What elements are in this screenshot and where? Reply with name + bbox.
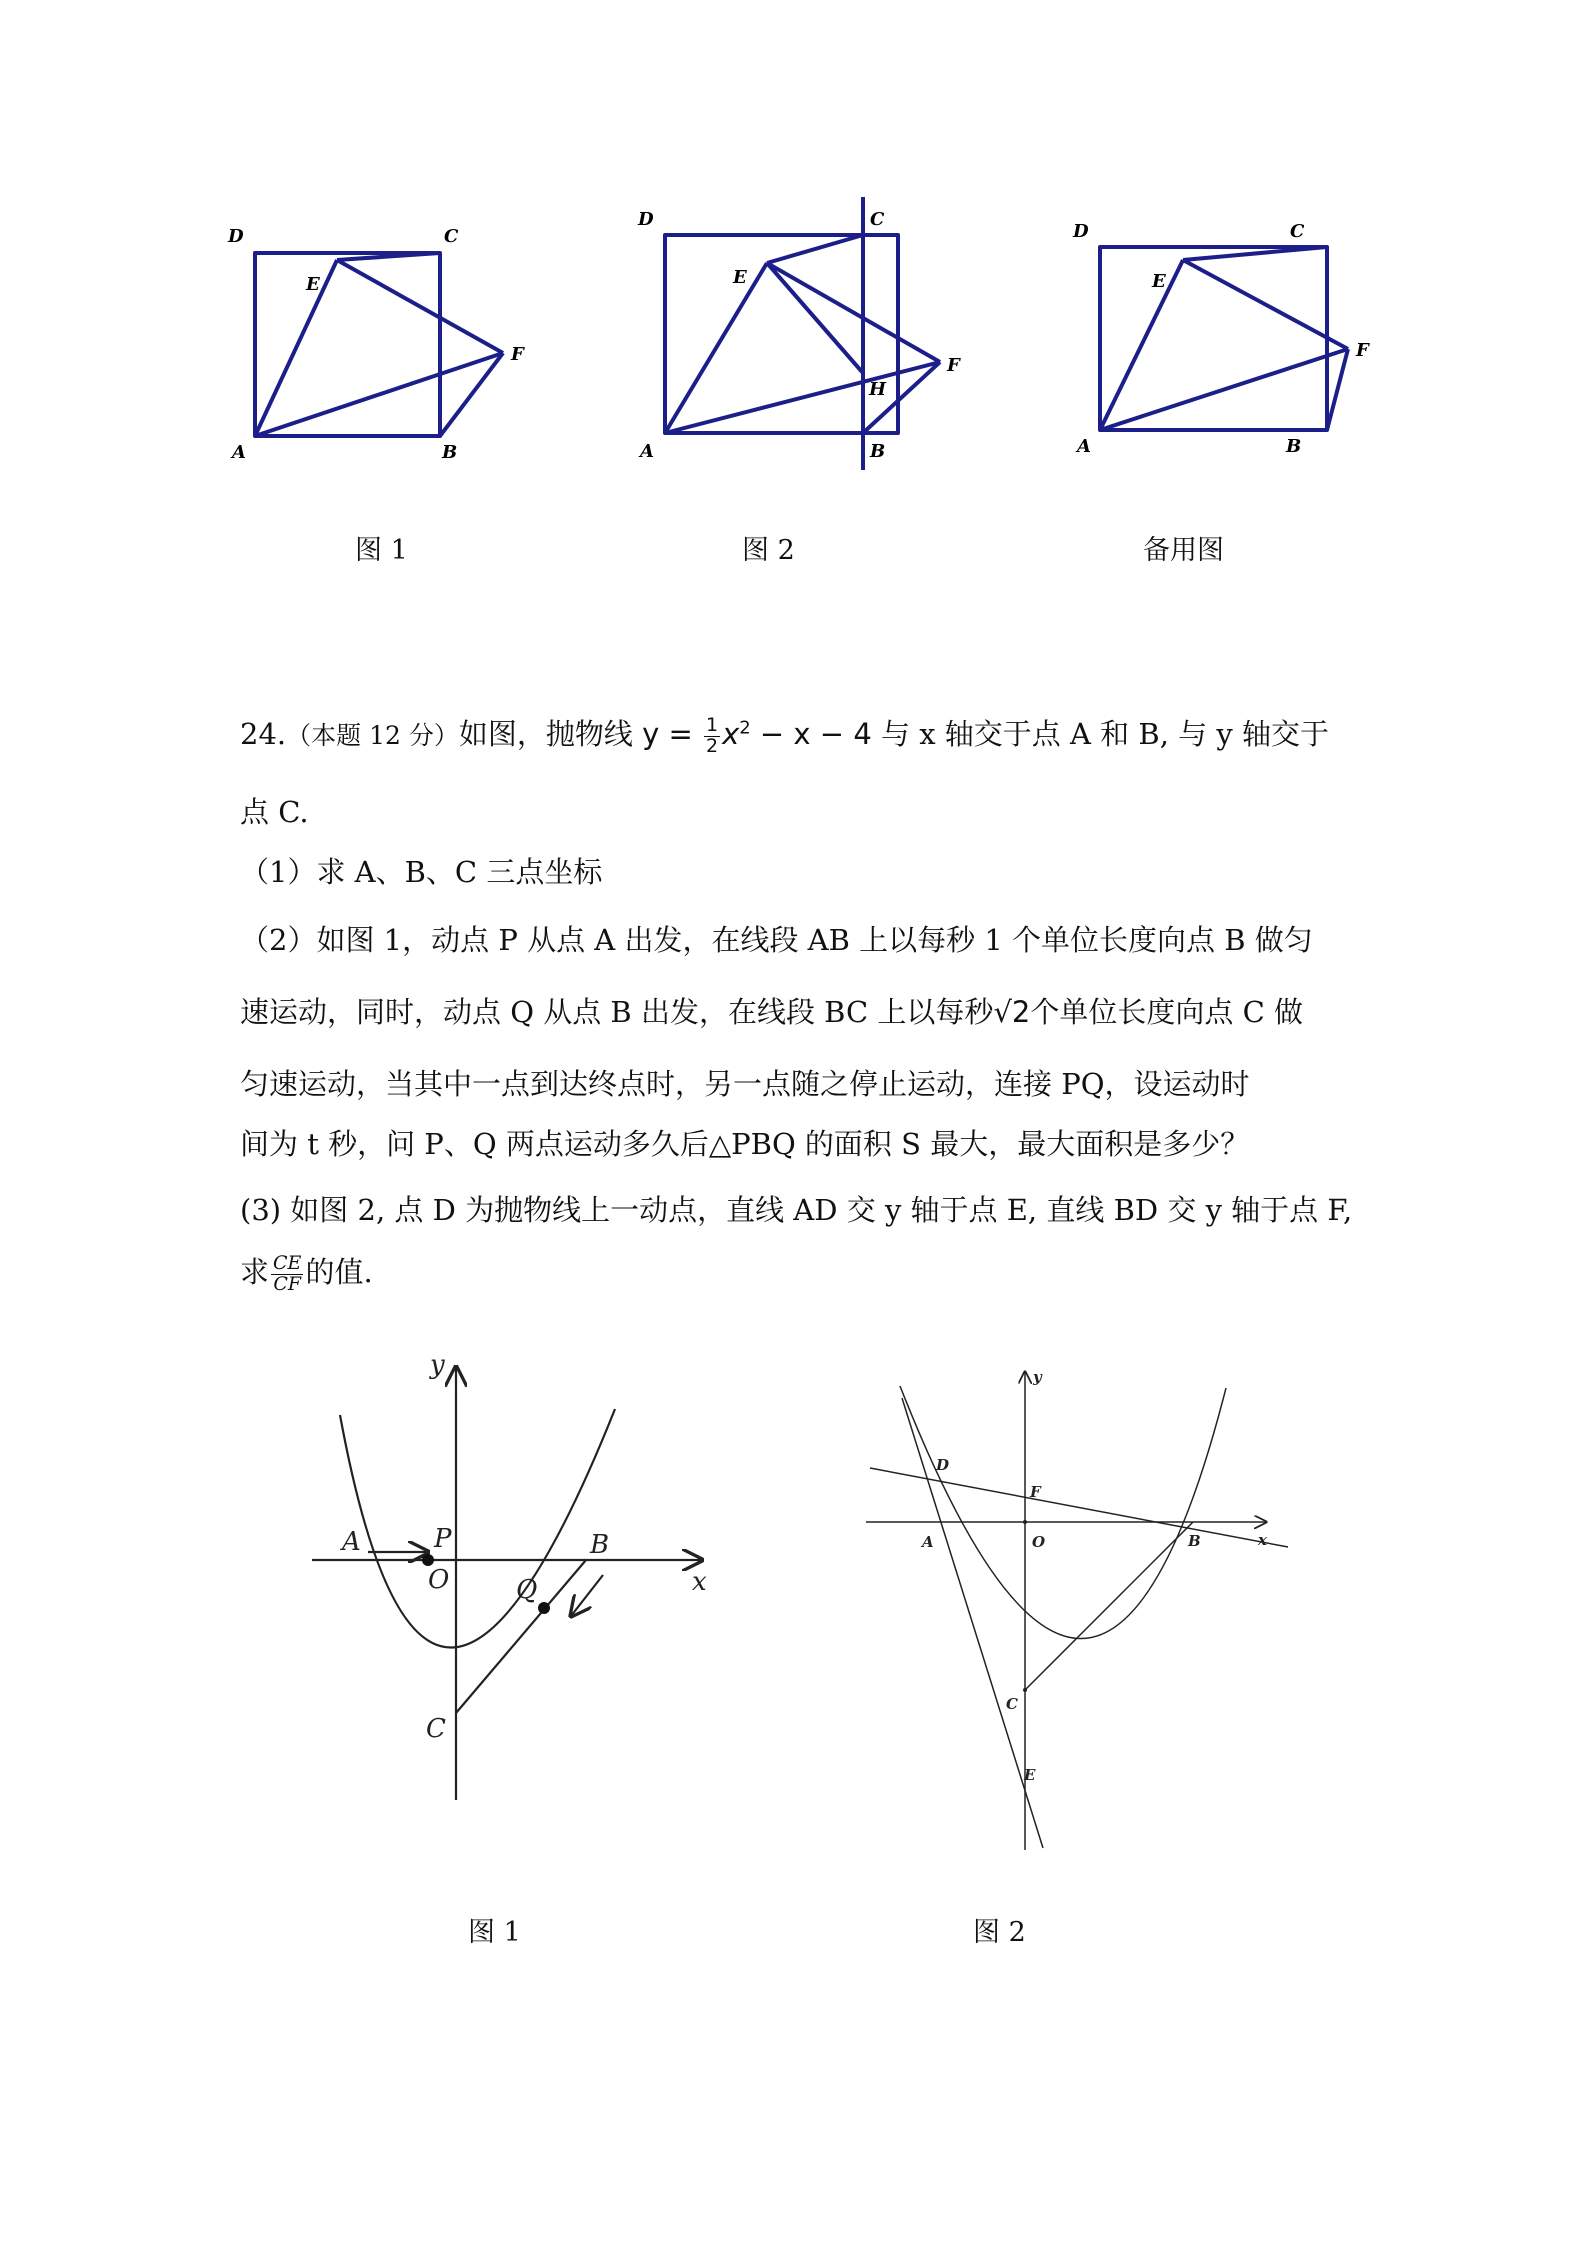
- label-b: B: [590, 1530, 610, 1560]
- label-c: C: [426, 1714, 446, 1744]
- equation: [642, 713, 872, 757]
- equation-rest: − x − 4: [750, 717, 872, 751]
- label-p: P: [434, 1524, 452, 1554]
- label-h: H: [869, 379, 887, 400]
- label-f: F: [947, 355, 960, 376]
- part1-text: （1）求 A、B、C 三点坐标: [240, 855, 603, 889]
- label-b: B: [870, 441, 886, 462]
- label-d: D: [638, 209, 654, 230]
- label-f: F: [511, 344, 524, 365]
- part2-line2: [240, 990, 1303, 1031]
- problem-score: （本题 12 分）: [286, 721, 459, 750]
- fraction-denominator: 2: [705, 734, 719, 757]
- label-a: A: [1077, 436, 1091, 457]
- part3-line1: (3) 如图 2, 点 D 为抛物线上一动点，直线 AD 交 y 轴于点 E, 直线 BD 交 y 轴于点 F,: [240, 1193, 1353, 1227]
- label-d: D: [936, 1456, 950, 1474]
- label-f: F: [1356, 340, 1369, 361]
- part2-line3: 匀速运动，当其中一点到达终点时，另一点随之停止运动，连接 PQ，设运动时: [240, 1067, 1250, 1101]
- label-f: F: [1030, 1483, 1041, 1501]
- label-d: D: [228, 226, 244, 247]
- axis-label-y: y: [1033, 1368, 1042, 1386]
- axis-label-x: x: [692, 1567, 707, 1597]
- part2-line4: 间为 t 秒，问 P、Q 两点运动多久后△PBQ 的面积 S 最大，最大面积是多少？: [240, 1127, 1250, 1161]
- problem-intro-line2: 点 C.: [240, 795, 309, 829]
- intro-after: 与 x 轴交于点 A 和 B, 与 y 轴交于: [871, 717, 1329, 751]
- label-b: B: [1188, 1532, 1201, 1550]
- problem-number: 24.: [240, 717, 287, 751]
- label-c: C: [444, 226, 459, 247]
- label-e: E: [306, 274, 320, 295]
- caption-bottom-fig1: 图 1: [468, 1917, 521, 1948]
- fraction-numerator: 1: [705, 713, 719, 736]
- fraction-half: [704, 713, 720, 757]
- axis-label-y: y: [430, 1350, 445, 1380]
- label-a: A: [342, 1527, 361, 1557]
- label-e: E: [1152, 271, 1166, 292]
- parabola-figure-1: [300, 1345, 720, 1815]
- parabola-figure-2: [860, 1360, 1300, 1860]
- equation-exponent: 2: [739, 717, 751, 739]
- part3-line2: [240, 1250, 373, 1294]
- square-figure-2: [630, 195, 1000, 480]
- part3-after: 的值.: [305, 1255, 373, 1289]
- caption-top-fig1: 图 1: [355, 535, 408, 566]
- square-figure-1: [220, 220, 540, 470]
- problem-intro-line1: [240, 712, 1329, 756]
- part2-line2-before: 速运动，同时，动点 Q 从点 B 出发，在线段 BC 上以每秒: [240, 995, 994, 1029]
- label-c: C: [1006, 1695, 1018, 1713]
- intro-before: 如图，抛物线: [458, 717, 643, 751]
- caption-top-fig2: 图 2: [742, 535, 795, 566]
- label-e: E: [733, 267, 747, 288]
- label-b: B: [1286, 436, 1302, 457]
- label-a: A: [232, 442, 246, 463]
- label-o: O: [428, 1565, 450, 1595]
- part3-before: 求: [240, 1255, 270, 1289]
- sqrt-two: √2: [993, 995, 1031, 1029]
- part2-line2-after: 个单位长度向点 C 做: [1030, 995, 1304, 1029]
- fraction-ce: CE: [273, 1251, 302, 1274]
- label-a: A: [922, 1533, 934, 1551]
- label-c: C: [1290, 221, 1305, 242]
- label-b: B: [442, 442, 458, 463]
- fraction-cf: CF: [273, 1272, 302, 1295]
- square-figure-spare: [1060, 215, 1390, 465]
- equation-var: x: [722, 717, 740, 751]
- equation-lhs: y =: [642, 717, 693, 751]
- label-q: Q: [516, 1575, 538, 1605]
- axis-label-x: x: [1258, 1531, 1267, 1549]
- label-o: O: [1032, 1533, 1046, 1551]
- caption-top-fig3: 备用图: [1143, 535, 1224, 566]
- label-e: E: [1024, 1766, 1036, 1784]
- label-a: A: [640, 441, 654, 462]
- label-c: C: [870, 209, 885, 230]
- part2-line1: （2）如图 1，动点 P 从点 A 出发，在线段 AB 上以每秒 1 个单位长度向点 B 做匀: [240, 923, 1313, 957]
- caption-bottom-fig2: 图 2: [973, 1917, 1026, 1948]
- label-d: D: [1073, 221, 1089, 242]
- fraction-ce-cf: [271, 1251, 303, 1295]
